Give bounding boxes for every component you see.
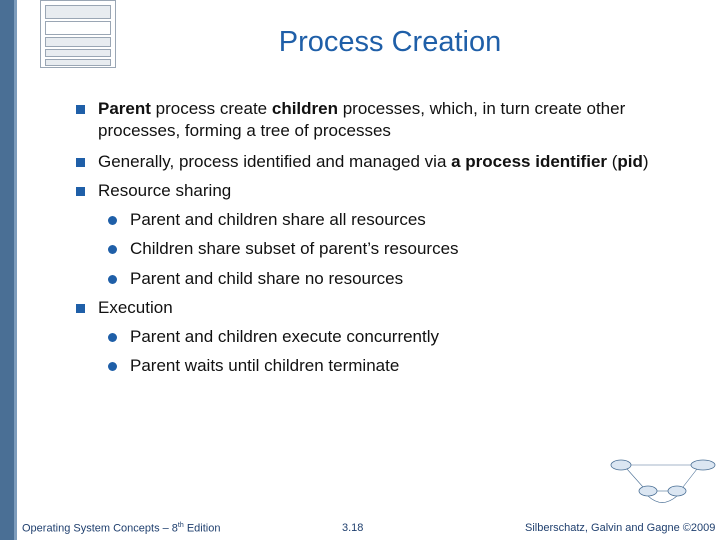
- bullet-text: Resource sharing: [98, 181, 232, 200]
- square-bullet-icon: [76, 187, 85, 196]
- sub-bullet-text: Parent and child share no resources: [130, 269, 404, 288]
- thumbnail-segment: [45, 21, 111, 35]
- process-state-diagram-thumbnail: [605, 455, 720, 515]
- memory-layout-thumbnail: [40, 0, 116, 68]
- bullet-text: Execution: [98, 298, 173, 317]
- diagram-node: [639, 486, 657, 496]
- diagram-node: [691, 460, 715, 470]
- thumbnail-segment: [45, 37, 111, 47]
- thumbnail-segment: [45, 59, 111, 66]
- bullet-parent-children: [76, 98, 625, 142]
- diagram-node: [668, 486, 686, 496]
- footer-page-number: 3.18: [342, 522, 364, 534]
- round-bullet-icon: [108, 216, 117, 225]
- diagram-arrow: [683, 469, 697, 487]
- sub-bullet: [108, 238, 459, 260]
- left-sidebar-bar: [0, 0, 14, 540]
- sub-bullet-text: Children share subset of parent’s resources: [130, 239, 459, 258]
- sub-bullet: [108, 355, 399, 377]
- slide-title: Process Creation: [278, 26, 502, 58]
- sub-bullet: [108, 268, 403, 290]
- square-bullet-icon: [76, 105, 85, 114]
- bullet-text: Parent process create children processes, which, in turn create other processes, forming a tree of processes: [98, 99, 626, 140]
- sub-bullet-text: Parent and children share all resources: [130, 210, 426, 229]
- square-bullet-icon: [76, 304, 85, 313]
- left-sidebar-highlight: [14, 0, 17, 540]
- thumbnail-segment: [45, 5, 111, 19]
- diagram-node: [611, 460, 631, 470]
- round-bullet-icon: [108, 362, 117, 371]
- footer-book-title: Operating System Concepts – 8th Edition: [22, 522, 221, 535]
- round-bullet-icon: [108, 333, 117, 342]
- round-bullet-icon: [108, 245, 117, 254]
- square-bullet-icon: [76, 158, 85, 167]
- sub-bullet: [108, 209, 426, 231]
- footer-authors: Silberschatz, Galvin and Gagne ©2009: [525, 522, 716, 534]
- round-bullet-icon: [108, 275, 117, 284]
- sub-bullet: [108, 326, 439, 348]
- sub-bullet-text: Parent waits until children terminate: [130, 356, 400, 375]
- diagram-arrow: [627, 469, 643, 487]
- bullet-resource-sharing: [76, 180, 231, 202]
- bullet-process-identifier: [76, 151, 649, 173]
- bullet-execution: [76, 297, 173, 319]
- bullet-text: Generally, process identified and managed via a process identifier (pid): [98, 152, 649, 171]
- thumbnail-segment: [45, 49, 111, 57]
- sub-bullet-text: Parent and children execute concurrently: [130, 327, 440, 346]
- diagram-arrow: [648, 496, 677, 503]
